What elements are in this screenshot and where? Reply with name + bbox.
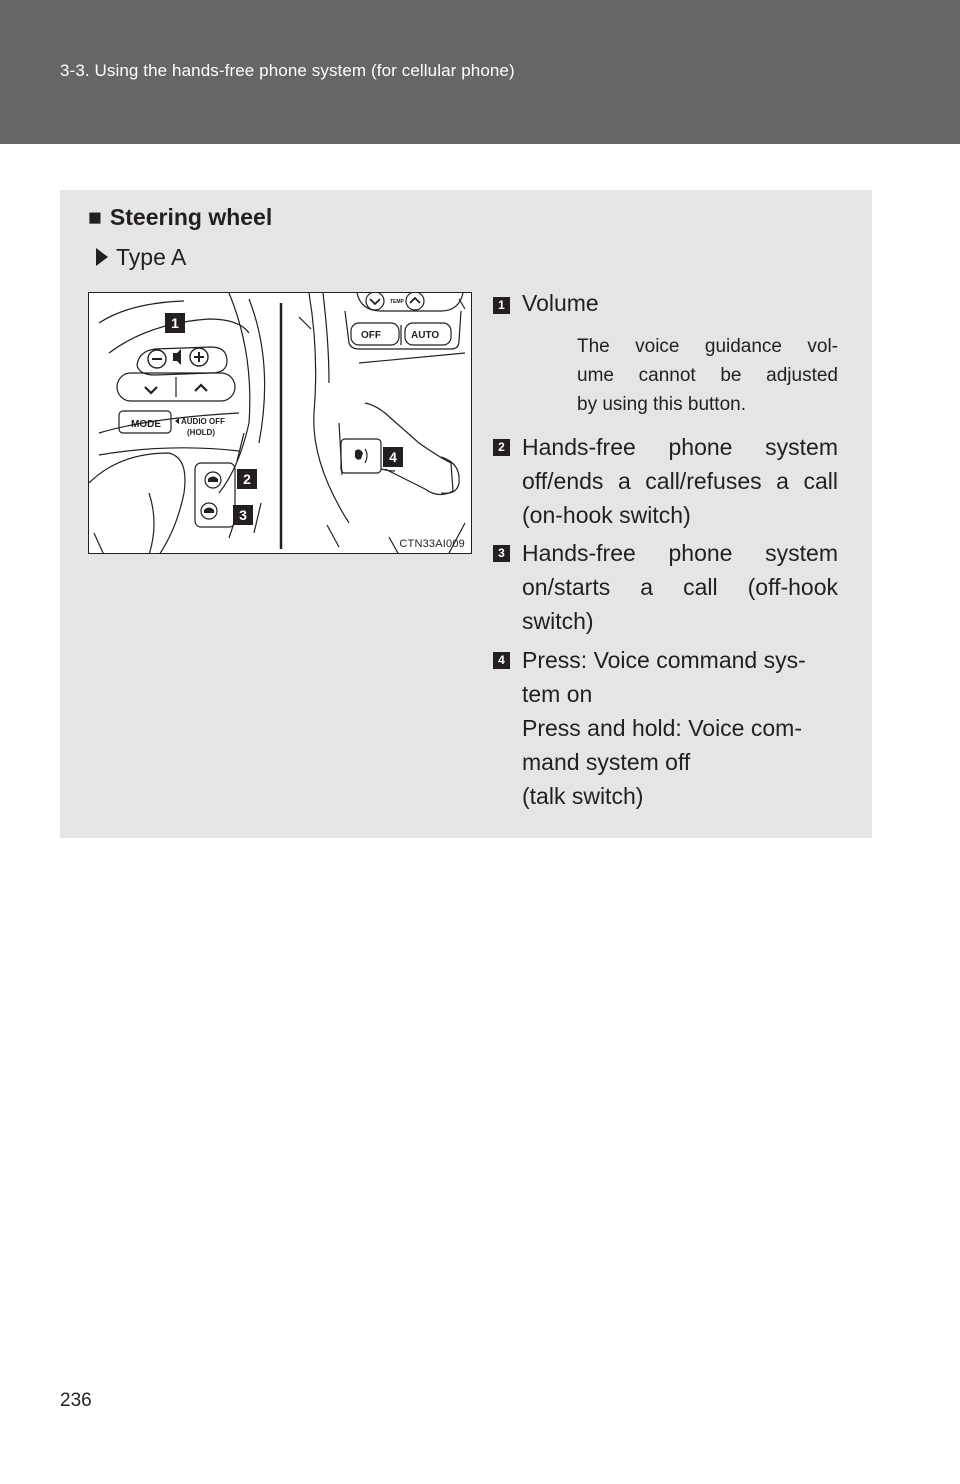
illustration-drawing bbox=[89, 293, 472, 554]
mode-label: MODE bbox=[131, 419, 161, 430]
item-text bbox=[522, 643, 838, 813]
item-line: Hands-free phone system bbox=[522, 540, 838, 566]
item-line: mand system off bbox=[522, 749, 691, 775]
item-line: Press: Voice command sys- bbox=[522, 647, 806, 673]
page-number: 236 bbox=[60, 1390, 92, 1411]
item-line: switch) bbox=[522, 608, 594, 634]
item-line: Press and hold: Voice com- bbox=[522, 715, 802, 741]
item-line: (talk switch) bbox=[522, 783, 644, 809]
section-heading bbox=[88, 204, 272, 231]
heading-bullet: ■ bbox=[88, 204, 102, 230]
list-item-2 bbox=[493, 430, 838, 540]
note-line: The voice guidance vol- bbox=[577, 336, 838, 357]
volume-note bbox=[577, 332, 838, 419]
item-line: tem on bbox=[522, 681, 593, 707]
list-item-4 bbox=[493, 643, 838, 823]
callout-2: 2 bbox=[243, 471, 251, 487]
item-line: Hands-free phone system bbox=[522, 434, 838, 460]
list-item-3 bbox=[493, 536, 838, 646]
subheading-text: Type A bbox=[116, 244, 187, 270]
note-line: ume cannot be adjusted bbox=[577, 365, 838, 386]
item-line: Volume bbox=[522, 290, 599, 316]
number-badge: 4 bbox=[493, 652, 510, 669]
item-text bbox=[522, 536, 838, 638]
auto-label: AUTO bbox=[411, 330, 440, 341]
hold-label: (HOLD) bbox=[187, 428, 215, 437]
audio-off-label: AUDIO OFF bbox=[181, 417, 225, 426]
figure-code: CTN33AI009 bbox=[399, 538, 465, 550]
number-badge: 1 bbox=[493, 297, 510, 314]
heading-text: Steering wheel bbox=[109, 204, 273, 230]
arrow-right-icon bbox=[96, 248, 108, 266]
note-line: by using this button. bbox=[577, 394, 746, 415]
callout-1: 1 bbox=[171, 315, 179, 331]
item-line: on/starts a call (off-hook bbox=[522, 574, 838, 600]
number-badge: 3 bbox=[493, 545, 510, 562]
temp-label: TEMP bbox=[390, 299, 404, 305]
steering-wheel-illustration bbox=[88, 292, 472, 554]
item-text bbox=[522, 430, 838, 532]
item-line: (on-hook switch) bbox=[522, 502, 691, 528]
callout-3: 3 bbox=[239, 507, 247, 523]
page-header bbox=[0, 0, 960, 144]
callout-4: 4 bbox=[389, 449, 397, 465]
list-item-1 bbox=[493, 290, 838, 330]
off-label: OFF bbox=[361, 330, 381, 341]
subheading bbox=[96, 244, 186, 271]
header-title: 3-3. Using the hands-free phone system (for cellular phone) bbox=[60, 61, 515, 80]
item-text bbox=[522, 286, 838, 320]
number-badge: 2 bbox=[493, 439, 510, 456]
item-line: off/ends a call/refuses a call bbox=[522, 468, 838, 494]
